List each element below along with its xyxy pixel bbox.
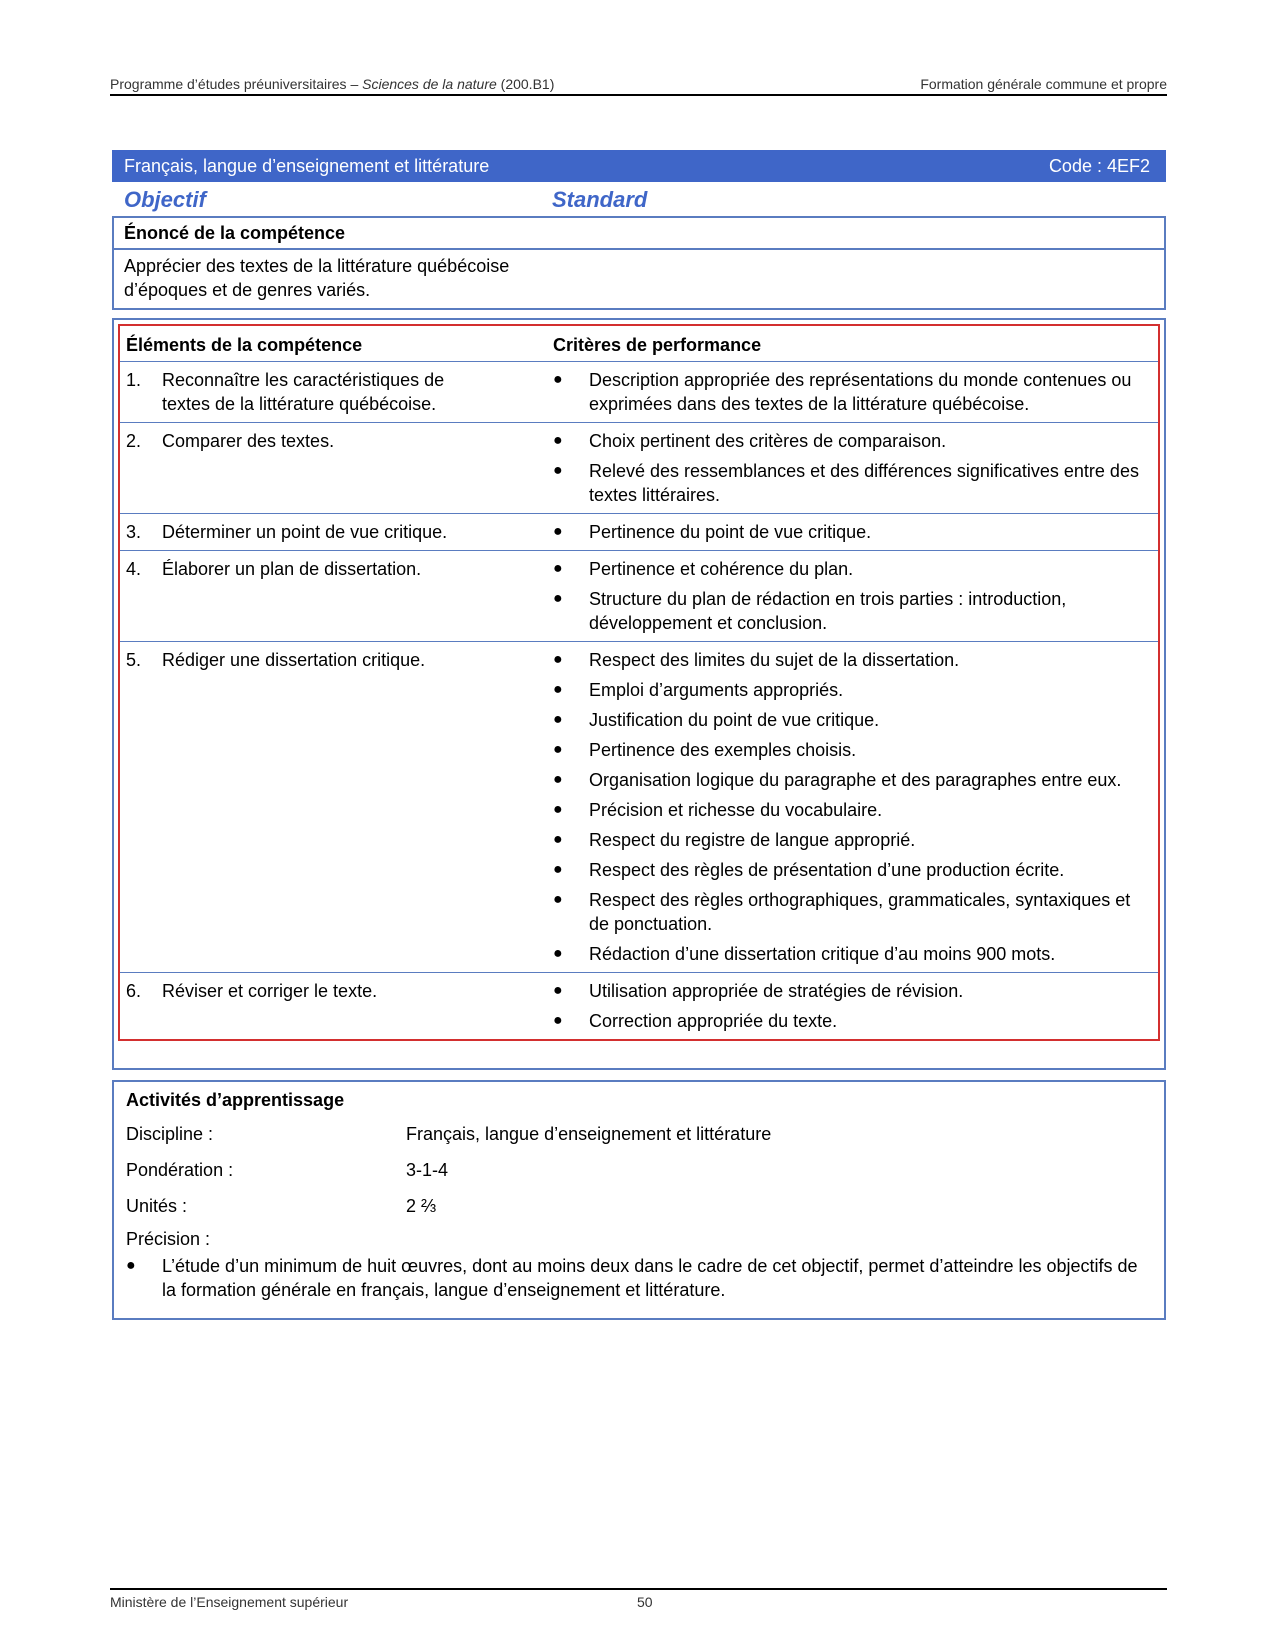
bullet-icon: ● — [126, 1257, 136, 1274]
table-row — [119, 514, 1159, 551]
critere-text: Correction appropriée du texte. — [589, 1011, 838, 1031]
critere-item — [553, 858, 1152, 882]
critere-item — [553, 587, 1152, 635]
table-row — [119, 973, 1159, 1041]
critere-text: Utilisation appropriée de stratégies de révision. — [589, 981, 964, 1001]
unites-label: Unités : — [126, 1195, 188, 1216]
element-text: Rédiger une dissertation critique. — [162, 650, 426, 670]
page-number: 50 — [637, 1594, 653, 1610]
bullet-icon: ● — [553, 651, 563, 668]
critere-item — [553, 678, 1152, 702]
objectif-label: Objectif — [124, 187, 206, 212]
bullet-icon: ● — [553, 371, 563, 388]
element-item — [126, 648, 541, 672]
criteres-cell — [547, 973, 1159, 1041]
element-number: 6. — [126, 981, 142, 1001]
critere-text: Respect du registre de langue approprié. — [589, 830, 916, 850]
page-header — [110, 74, 1167, 96]
objectif-standard-row — [122, 185, 1162, 215]
element-item — [126, 557, 541, 581]
critere-item — [553, 1009, 1152, 1033]
course-code: Code : 4EF2 — [1048, 156, 1150, 176]
element-item — [126, 520, 541, 544]
critere-item — [553, 708, 1152, 732]
critere-text: Structure du plan de rédaction en trois parties : introduction, développement et conclusion. — [589, 589, 1067, 633]
course-title: Français, langue d’enseignement et littérature — [124, 156, 490, 176]
critere-text: Précision et richesse du vocabulaire. — [589, 800, 883, 820]
course-title-bar — [112, 150, 1166, 182]
bullet-icon: ● — [553, 523, 563, 540]
enonce-heading: Énoncé de la compétence — [114, 218, 1164, 250]
element-cell — [119, 514, 547, 551]
critere-item — [553, 828, 1152, 852]
ponderation-label: Pondération : — [126, 1159, 234, 1180]
element-text: Reconnaître les caractéristiques de textes de la littérature québécoise. — [162, 370, 445, 414]
enonce-box — [112, 216, 1166, 310]
element-cell — [119, 642, 547, 973]
ponderation-value: 3-1-4 — [406, 1159, 449, 1180]
bullet-icon: ● — [553, 831, 563, 848]
critere-text: Pertinence des exemples choisis. — [589, 740, 857, 760]
discipline-value: Français, langue d’enseignement et littérature — [406, 1123, 772, 1144]
discipline-label: Discipline : — [126, 1123, 214, 1144]
bullet-icon: ● — [553, 1012, 563, 1029]
criteres-cell — [547, 362, 1159, 423]
criteres-cell — [547, 514, 1159, 551]
element-cell — [119, 973, 547, 1041]
page-footer — [110, 1588, 1167, 1610]
critere-text: Pertinence et cohérence du plan. — [589, 559, 854, 579]
element-number: 2. — [126, 431, 142, 451]
critere-item — [553, 429, 1152, 453]
element-cell — [119, 423, 547, 514]
criteres-cell — [547, 423, 1159, 514]
element-item — [126, 368, 541, 416]
unites-row — [126, 1188, 1152, 1224]
table-row — [119, 423, 1159, 514]
element-text: Comparer des textes. — [162, 431, 335, 451]
critere-text: Respect des règles de présentation d’une production écrite. — [589, 860, 1065, 880]
element-number: 1. — [126, 370, 142, 390]
critere-item — [553, 459, 1152, 507]
ponderation-row — [126, 1152, 1152, 1188]
bullet-icon: ● — [553, 891, 563, 908]
bullet-icon: ● — [553, 861, 563, 878]
critere-item — [553, 738, 1152, 762]
critere-text: Description appropriée des représentations du monde contenues ou exprimées dans des textes de la littérature québécoise. — [589, 370, 1132, 414]
enonce-text: Apprécier des textes de la littérature québécoise d’époques et de genres variés. — [124, 256, 510, 300]
precision-item — [126, 1254, 1152, 1302]
element-cell — [119, 362, 547, 423]
critere-text: Respect des règles orthographiques, grammaticales, syntaxiques et de ponctuation. — [589, 890, 1131, 934]
bullet-icon: ● — [553, 945, 563, 962]
bullet-icon: ● — [553, 432, 563, 449]
critere-text: Justification du point de vue critique. — [589, 710, 880, 730]
standard-label: Standard — [552, 187, 648, 212]
table-row — [119, 551, 1159, 642]
critere-item — [553, 648, 1152, 672]
criteres-cell — [547, 642, 1159, 973]
element-text: Élaborer un plan de dissertation. — [162, 559, 422, 579]
element-item — [126, 429, 541, 453]
critere-item — [553, 888, 1152, 936]
element-text: Réviser et corriger le texte. — [162, 981, 378, 1001]
precision-label: Précision : — [126, 1228, 211, 1249]
col-elements-header: Éléments de la compétence — [126, 334, 363, 355]
section-title: Formation générale commune et propre — [920, 76, 1167, 92]
table-header-row — [119, 325, 1159, 362]
critere-text: Respect des limites du sujet de la dissertation. — [589, 650, 960, 670]
element-item — [126, 979, 541, 1003]
criteres-cell — [547, 551, 1159, 642]
critere-text: Pertinence du point de vue critique. — [589, 522, 872, 542]
critere-item — [553, 942, 1152, 966]
element-number: 3. — [126, 522, 142, 542]
table-row — [119, 362, 1159, 423]
bullet-icon: ● — [553, 801, 563, 818]
critere-text: Choix pertinent des critères de comparaison. — [589, 431, 947, 451]
discipline-row — [126, 1116, 1152, 1152]
critere-item — [553, 368, 1152, 416]
element-number: 5. — [126, 650, 142, 670]
bullet-icon: ● — [553, 771, 563, 788]
program-title: Programme d’études préuniversitaires – Sciences de la nature (200.B1) — [110, 76, 555, 92]
critere-text: Relevé des ressemblances et des différences significatives entre des textes littéraires. — [589, 461, 1139, 505]
ministry-name: Ministère de l’Enseignement supérieur — [110, 1594, 349, 1610]
bullet-icon: ● — [553, 681, 563, 698]
critere-text: Emploi d’arguments appropriés. — [589, 680, 844, 700]
col-criteres-header: Critères de performance — [553, 334, 762, 355]
element-cell — [119, 551, 547, 642]
bullet-icon: ● — [553, 741, 563, 758]
competence-table-box — [112, 318, 1166, 1070]
critere-item — [553, 557, 1152, 581]
critere-item — [553, 768, 1152, 792]
bullet-icon: ● — [553, 462, 563, 479]
precision-text: L’étude d’un minimum de huit œuvres, dont au moins deux dans le cadre de cet objectif, permet d’atteindre les objectifs de la formation générale en français, langue d’enseignement et littérature. — [162, 1256, 1138, 1300]
critere-text: Organisation logique du paragraphe et des paragraphes entre eux. — [589, 770, 1122, 790]
unites-value: 2 ⅔ — [406, 1195, 437, 1216]
bullet-icon: ● — [553, 590, 563, 607]
activites-box — [112, 1080, 1166, 1320]
element-number: 4. — [126, 559, 142, 579]
element-text: Déterminer un point de vue critique. — [162, 522, 448, 542]
critere-item — [553, 520, 1152, 544]
competence-table — [118, 324, 1160, 1041]
activites-heading: Activités d’apprentissage — [126, 1090, 345, 1110]
bullet-icon: ● — [553, 560, 563, 577]
critere-text: Rédaction d’une dissertation critique d’au moins 900 mots. — [589, 944, 1056, 964]
table-row — [119, 642, 1159, 973]
bullet-icon: ● — [553, 711, 563, 728]
table-body — [119, 362, 1159, 1041]
critere-item — [553, 798, 1152, 822]
critere-item — [553, 979, 1152, 1003]
bullet-icon: ● — [553, 982, 563, 999]
